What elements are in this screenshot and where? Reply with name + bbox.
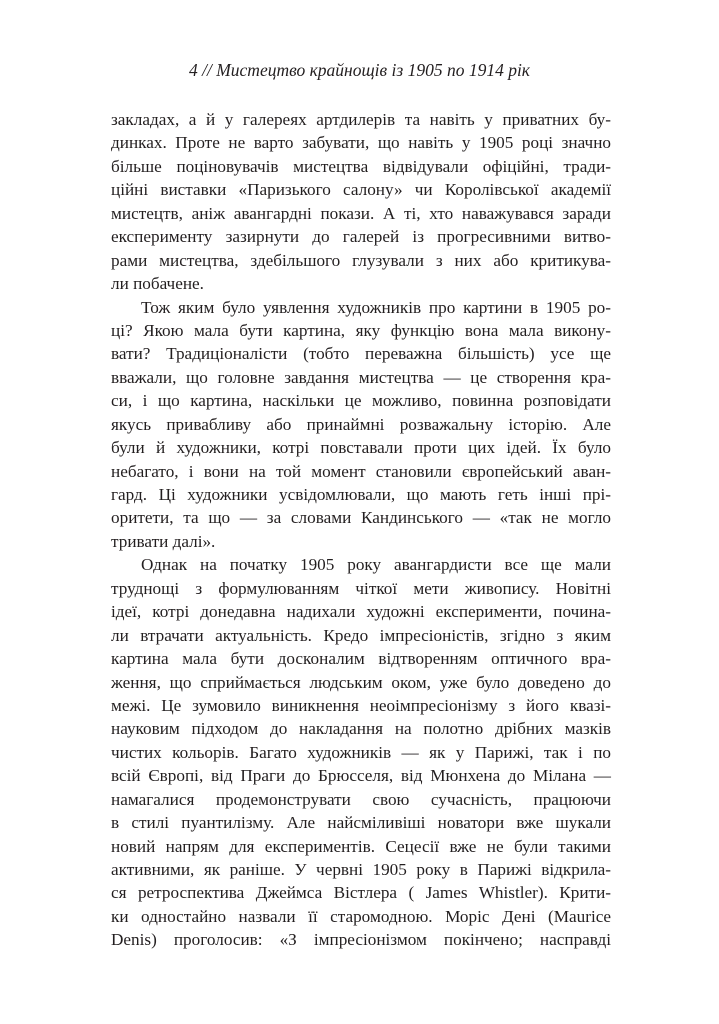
text-line: гард. Ці художники усвідомлювали, що мають геть інші прі- — [111, 485, 611, 504]
text-line: динках. Проте не варто забувати, що навіть у 1905 році значно — [111, 133, 611, 153]
text-line: були й художники, котрі повставали проти цих ідей. Їх було — [111, 438, 611, 458]
text-line: картина мала бути досконалим відтворенням оптичного вра- — [111, 649, 611, 669]
text-line: Тож яким було уявлення художників про картини в 1905 ро- — [141, 297, 611, 317]
text-line: якусь привабливу або принаймні розважальну історію. Але — [111, 414, 611, 434]
text-line: тривати далі». — [111, 531, 216, 551]
text-line: оритети, та що — за словами Кандинського — «так не могло — [111, 508, 611, 528]
text-line: ці? Якою мала бути картина, яку функцію вона мала викону- — [111, 320, 611, 340]
text-line: ли побачене. — [111, 274, 204, 294]
text-line: си, і що картина, наскільки це можливо, повинна розповідати — [111, 391, 611, 411]
paragraph — [111, 553, 611, 951]
text-line: чистих кольорів. Багато художників — як у Парижі, так і по — [111, 742, 611, 762]
text-line: ційні виставки «Паризького салону» чи Королівської академії — [111, 180, 611, 200]
text-line: ження, що сприймається людським оком, уже було доведено до — [111, 672, 611, 692]
text-line: ідеї, котрі донедавна надихали художні експерименти, почина- — [111, 602, 611, 622]
text-line: в стилі пуантилізму. Але найсміливіші новатори вже шукали — [111, 813, 611, 833]
running-head: 4 // Мистецтво крайнощів із 1905 по 1914 рік — [188, 60, 530, 80]
text-line: небагато, і вони на той момент становили європейський аван- — [111, 461, 611, 481]
paragraph — [111, 108, 611, 296]
body-text — [111, 108, 611, 952]
text-line: труднощі з формулюванням чіткої мети живопису. Новітні — [111, 578, 611, 598]
text-line: вважали, що головне завдання мистецтва — це створення кра- — [111, 367, 611, 387]
text-line: експерименту зазирнути до галерей із прогресивними витво- — [111, 227, 611, 247]
text-line: вати? Традиціоналісти (тобто переважна більшість) усе ще — [111, 344, 611, 364]
text-line: ки одностайно назвали її старомодною. Моріс Дені (Maurice — [111, 906, 611, 926]
text-line: мистецтв, аніж авангардні покази. А ті, хто наважувався заради — [111, 203, 611, 223]
text-line: закладах, а й у галереях артдилерів та навіть у приватних бу- — [111, 110, 611, 129]
text-line: всій Європі, від Праги до Брюсселя, від Мюнхена до Мілана — — [111, 766, 611, 786]
text-line: межі. Це зумовило виникнення неоімпресіонізму з його квазі- — [111, 695, 611, 715]
text-line: ли втрачати актуальність. Кредо імпресіоністів, згідно з яким — [111, 625, 611, 645]
text-line: новий напрям для експериментів. Сецесії вже не були такими — [111, 836, 611, 856]
text-line: Denis) проголосив: «З імпресіонізмом покінчено; насправді — [111, 930, 611, 950]
text-line: науковим підходом до накладання на полотно дрібних мазків — [111, 719, 611, 739]
paragraph — [111, 296, 611, 554]
text-line: Однак на початку 1905 року авангардисти все ще мали — [141, 555, 611, 575]
text-line: рами мистецтва, здебільшого глузували з них або критикува- — [111, 250, 611, 270]
text-line: намагалися продемонструвати свою сучасність, працюючи — [111, 789, 611, 809]
text-line: ся ретроспектива Джеймса Вістлера ( James Whistler). Крити- — [111, 883, 611, 903]
text-line: більше поціновувачів мистецтва відвідували офіційні, тради- — [111, 156, 611, 176]
text-line: активними, як раніше. У червні 1905 року в Парижі відкрила- — [111, 860, 611, 879]
